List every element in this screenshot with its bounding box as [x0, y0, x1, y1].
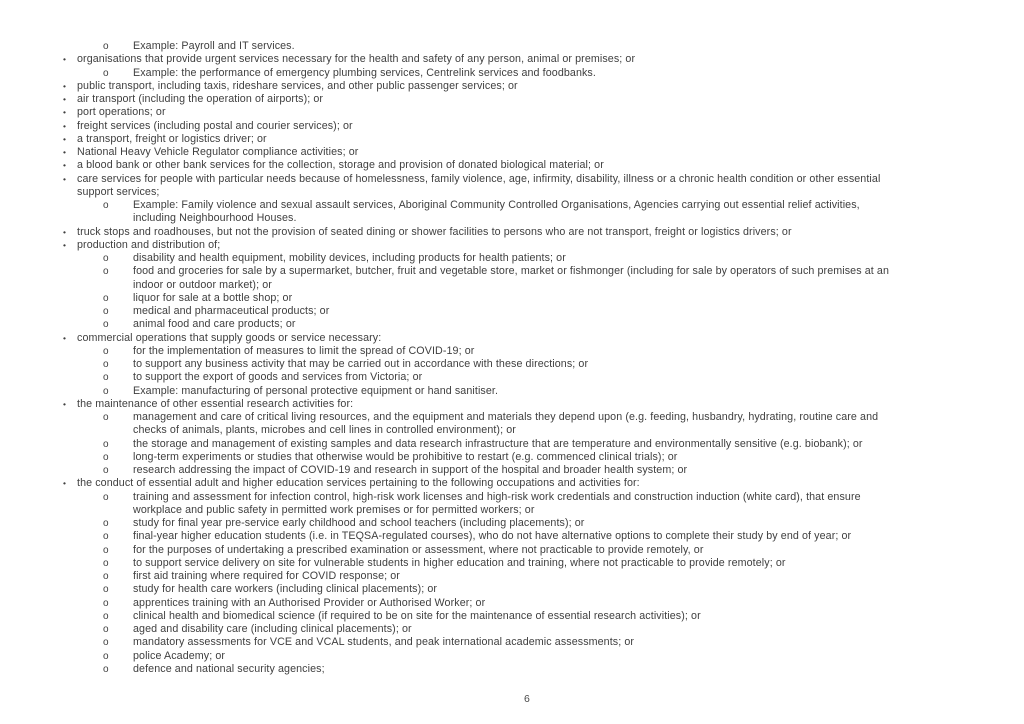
document-line [0, 570, 1024, 583]
document-line [0, 491, 1024, 504]
document-line [0, 106, 1024, 119]
line-text: organisations that provide urgent services necessary for the health and safety of any person, animal or premises; or [77, 53, 636, 66]
line-text: production and distribution of; [77, 238, 221, 251]
bullet-disc-marker: • [63, 80, 67, 91]
bullet-circle-marker: o [103, 610, 109, 622]
bullet-circle-marker: o [103, 200, 109, 211]
line-text: long-term experiments or studies that otherwise would be prohibitive to restart (e.g. commenced clinical trials); or [133, 450, 678, 463]
bullet-circle-marker: o [103, 412, 109, 423]
document-line [0, 504, 1024, 517]
line-text: for the purposes of undertaking a prescribed examination or assessment, where not practicable to provide remotely, or [133, 543, 704, 556]
document-line [0, 371, 1024, 384]
bullet-circle-marker: o [103, 637, 109, 649]
document-line [0, 464, 1024, 477]
bullet-list [0, 40, 1024, 676]
document-line [0, 173, 1024, 186]
bullet-circle-marker: o [103, 438, 109, 450]
line-text: study for health care workers (including clinical placements); or [133, 583, 438, 596]
line-text: clinical health and biomedical science (if required to be on site for the maintenance of essential research activities); or [133, 609, 701, 622]
line-text: the storage and management of existing samples and data research infrastructure that are temperature and environmentally sensitive (e.g. biobank); or [133, 437, 863, 450]
line-text: support services; [77, 185, 160, 198]
document-line [0, 663, 1024, 676]
bullet-disc-marker: • [63, 226, 67, 237]
bullet-circle-marker: o [103, 491, 109, 503]
line-text: for the implementation of measures to limit the spread of COVID-19; or [133, 344, 475, 357]
line-text: food and groceries for sale by a supermarket, butcher, fruit and vegetable store, market or fishmonger (including for sale by operators of such premises at an [133, 265, 889, 278]
bullet-disc-marker: • [63, 239, 67, 250]
bullet-disc-marker: • [63, 54, 67, 65]
bullet-circle-marker: o [103, 319, 109, 331]
bullet-circle-marker: o [103, 345, 109, 357]
document-line [0, 636, 1024, 649]
line-text: first aid training where required for COVID response; or [133, 570, 400, 582]
page-footer [0, 693, 1024, 705]
document-line [0, 332, 1024, 345]
bullet-circle-marker: o [103, 266, 109, 278]
bullet-circle-marker: o [103, 597, 109, 609]
bullet-circle-marker: o [103, 584, 109, 596]
line-text: to support any business activity that may be carried out in accordance with these directions; or [133, 358, 589, 370]
document-line [0, 530, 1024, 543]
document-line [0, 53, 1024, 66]
bullet-circle-marker: o [103, 465, 109, 476]
bullet-disc-marker: • [63, 332, 67, 343]
document-line [0, 159, 1024, 172]
document-line [0, 650, 1024, 663]
line-text: defence and national security agencies; [133, 662, 325, 675]
bullet-circle-marker: o [103, 359, 109, 370]
document-line [0, 67, 1024, 80]
document-line [0, 424, 1024, 437]
document-line [0, 146, 1024, 159]
document-line [0, 438, 1024, 451]
line-text: mandatory assessments for VCE and VCAL students, and peak international academic assessments; or [133, 636, 635, 649]
line-text: liquor for sale at a bottle shop; or [133, 291, 293, 304]
line-text: air transport (including the operation of airports); or [77, 93, 324, 105]
line-text: the maintenance of other essential research activities for: [77, 397, 354, 410]
line-text: care services for people with particular needs because of homelessness, family violence, age, infirmity, disability, illness or a chronic health condition or other essential [77, 172, 881, 185]
bullet-circle-marker: o [103, 385, 109, 397]
line-text: port operations; or [77, 106, 166, 119]
bullet-circle-marker: o [103, 372, 109, 384]
document-line [0, 292, 1024, 305]
page-number: 6 [524, 693, 530, 705]
document-line [0, 279, 1024, 292]
document-line [0, 226, 1024, 239]
line-text: research addressing the impact of COVID-19 and research in support of the hospital and broader health system; or [133, 464, 688, 476]
bullet-circle-marker: o [103, 253, 109, 264]
bullet-disc-marker: • [63, 94, 67, 104]
document-line [0, 358, 1024, 371]
line-text: final-year higher education students (i.e. in TEQSA-regulated courses), who do not have alternative options to complete their study by end of year; or [133, 530, 852, 543]
bullet-circle-marker: o [103, 306, 109, 317]
bullet-disc-marker: • [63, 120, 67, 131]
document-line [0, 186, 1024, 199]
document-line [0, 133, 1024, 146]
bullet-disc-marker: • [63, 478, 67, 489]
line-text: Example: the performance of emergency plumbing services, Centrelink services and foodbanks. [133, 66, 596, 79]
document-line [0, 252, 1024, 265]
bullet-circle-marker: o [103, 67, 109, 79]
line-text: to support service delivery on site for vulnerable students in higher education and training, where not practicable to provide remotely; or [133, 556, 786, 569]
line-text: a transport, freight or logistics driver; or [77, 132, 267, 145]
document-line [0, 212, 1024, 225]
document-line [0, 239, 1024, 252]
bullet-disc-marker: • [63, 147, 67, 157]
document-line [0, 477, 1024, 490]
document-line [0, 93, 1024, 106]
bullet-circle-marker: o [103, 557, 109, 569]
bullet-circle-marker: o [103, 571, 109, 582]
line-text: including Neighbourhood Houses. [133, 212, 297, 225]
document-line [0, 517, 1024, 530]
bullet-circle-marker: o [103, 531, 109, 543]
line-text: medical and pharmaceutical products; or [133, 305, 330, 317]
bullet-disc-marker: • [63, 398, 67, 409]
bullet-disc-marker: • [63, 173, 67, 184]
bullet-disc-marker: • [63, 107, 67, 118]
line-text: study for final year pre-service early childhood and school teachers (including placements); or [133, 517, 585, 529]
line-text: a blood bank or other bank services for the collection, storage and provision of donated biological material; or [77, 159, 604, 172]
document-line [0, 451, 1024, 464]
line-text: Example: Family violence and sexual assault services, Aboriginal Community Controlled Organisations, Agencies carrying out essential relief activities, [133, 199, 860, 211]
document-line [0, 623, 1024, 636]
line-text: truck stops and roadhouses, but not the provision of seated dining or shower facilities to persons who are not transport, freight or logistics drivers; or [77, 225, 792, 238]
document-line [0, 318, 1024, 331]
line-text: freight services (including postal and courier services); or [77, 119, 353, 132]
bullet-circle-marker: o [103, 544, 109, 556]
line-text: checks of animals, plants, microbes and cell lines in controlled environment); or [133, 424, 516, 437]
document-line [0, 40, 1024, 53]
bullet-circle-marker: o [103, 518, 109, 529]
bullet-circle-marker: o [103, 624, 109, 635]
document-line [0, 544, 1024, 557]
document-line [0, 80, 1024, 93]
bullet-circle-marker: o [103, 451, 109, 463]
bullet-circle-marker: o [103, 292, 109, 304]
document-line [0, 597, 1024, 610]
line-text: disability and health equipment, mobility devices, including products for health patients; or [133, 252, 566, 264]
bullet-disc-marker: • [63, 160, 67, 171]
line-text: indoor or outdoor market); or [133, 278, 272, 291]
document-line [0, 265, 1024, 278]
line-text: to support the export of goods and services from Victoria; or [133, 371, 423, 384]
line-text: animal food and care products; or [133, 318, 296, 331]
line-text: commercial operations that supply goods or service necessary: [77, 331, 382, 344]
document-line [0, 305, 1024, 318]
line-text: aged and disability care (including clinical placements); or [133, 623, 412, 635]
line-text: apprentices training with an Authorised Provider or Authorised Worker; or [133, 596, 486, 609]
line-text: public transport, including taxis, rideshare services, and other public passenger services; or [77, 79, 518, 92]
document-line [0, 411, 1024, 424]
line-text: Example: manufacturing of personal protective equipment or hand sanitiser. [133, 384, 499, 397]
document-line [0, 610, 1024, 623]
bullet-circle-marker: o [103, 650, 109, 662]
line-text: National Heavy Vehicle Regulator compliance activities; or [77, 146, 359, 158]
line-text: Example: Payroll and IT services. [133, 40, 295, 52]
line-text: the conduct of essential adult and higher education services pertaining to the following occupations and activities for: [77, 477, 640, 490]
line-text: management and care of critical living resources, and the equipment and materials they depend upon (e.g. feeding, husbandry, hydrating, routine care and [133, 411, 879, 423]
document-line [0, 557, 1024, 570]
document-line [0, 199, 1024, 212]
bullet-circle-marker: o [103, 41, 109, 52]
document-line [0, 120, 1024, 133]
line-text: police Academy; or [133, 649, 226, 662]
document-line [0, 583, 1024, 596]
document-line [0, 385, 1024, 398]
line-text: workplace and public safety in permitted work premises or for permitted workers; or [133, 503, 535, 516]
bullet-disc-marker: • [63, 133, 67, 144]
document-line [0, 398, 1024, 411]
line-text: training and assessment for infection control, high-risk work licenses and high-risk work credentials and construction induction (white card), that ensure [133, 490, 861, 503]
bullet-circle-marker: o [103, 663, 109, 675]
document-line [0, 345, 1024, 358]
